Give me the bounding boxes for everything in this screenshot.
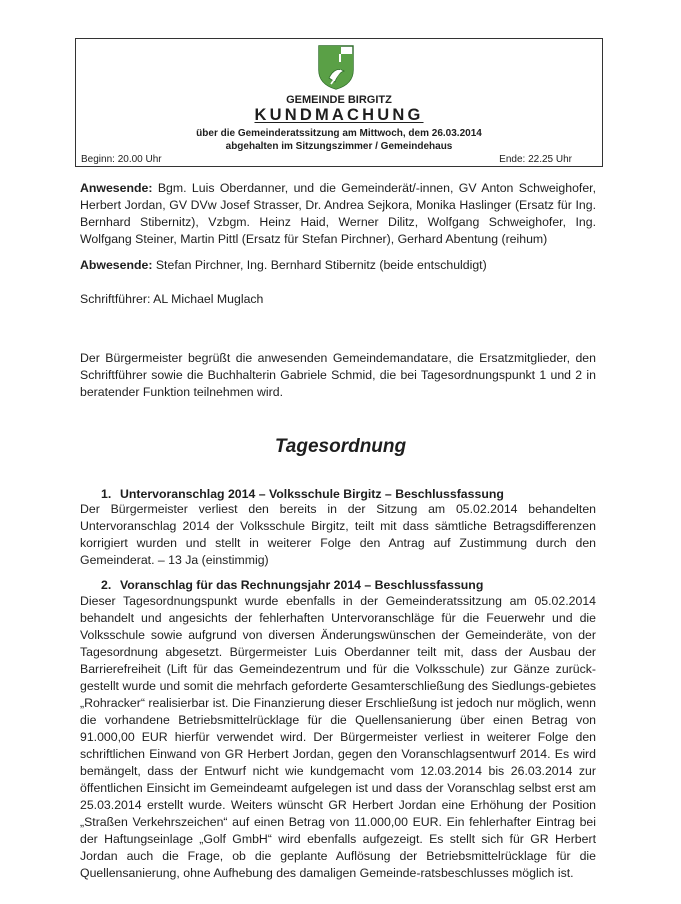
- secretary-line: Schriftführer: AL Michael Muglach: [80, 292, 264, 306]
- document-title: KUNDMACHUNG: [254, 106, 424, 124]
- agenda-item-2-text: Dieser Tagesordnungspunkt wurde ebenfalls in der Gemeinderatssitzung am 05.02.2014 behandelt und angesichts der fehlerhaften Untervoranschläge für die Feuerwehr und die Volksschule sowie aufgrund von diversen Änderungswünschen der Gemeinderäte, von der Tagesordnung abgesetzt. Bürgermeister Luis Oberdanner teilt mit, dass der Ausbau der Barrierefreiheit (Lift für das Gemeindezentrum und für die Volksschule) zur Gänze zurück-gestellt wurde und somit die mehrfach geforderte Gesamterschließung des Siedlungs-gebietes „Rohracker“ realisierbar ist. Die Finanzierung dieser Erschließung ist jedoch nur möglich, wenn die vorhandene Betriebsmittelrücklage für die Quellensanierung über einen Betrag von 91.000,00 EUR hierfür verwendet wird. Der Bürgermeister verliest in weiterer Folge den schriftlichen Einwand von GR Herbert Jordan, gegen den Voranschlagsentwurf 2014. Es wird bemängelt, dass der Entwurf nicht wie kundgemacht vom 12.03.2014 bis 26.03.2014 zur öffentlichen Einsicht im Gemeindeamt aufgelegen ist und dass der Voranschlag selbst erst am 25.03.2014 erstellt wurde. Weiters wünscht GR Herbert Jordan eine Erhöhung der Position „Straßen Verkehrszeichen“ auf einen Betrag von 11.000,00 EUR. Ein fehlerhafter Eintrag bei der Haftungseinlage „Golf GmbH“ wird ebenfalls aufgezeigt. Es stellt sich für GR Herbert Jordan auch die Frage, ob die geplante Auflösung der Betriebsmittelrücklage für die Quellensanierung, ohne Aufhebung des damaligen Gemeinde-ratsbeschlusses möglich ist.: [80, 594, 596, 880]
- absentees-paragraph: [80, 257, 596, 274]
- intro-paragraph: Der Bürgermeister begrüßt die anwesenden Gemeindemandatare, die Ersatzmitglieder, den Schriftführer sowie die Buchhalterin Gabriele Schmid, die bei Tagesordnungspunkt 1 und 2 in beratender Funktion teilnehmen wird.: [80, 351, 596, 399]
- agenda-item-1-heading: 1. Untervoranschlag 2014 – Volksschule Birgitz – Beschlussfassung: [101, 487, 504, 501]
- attendees-label: Anwesende:: [80, 181, 153, 195]
- header-box: [75, 38, 603, 167]
- start-time: Beginn: 20.00 Uhr: [81, 154, 162, 165]
- agenda-title: Tagesordnung: [274, 436, 407, 457]
- absentees-list: Stefan Pirchner, Ing. Bernhard Stibernitz (beide entschuldigt): [155, 258, 487, 272]
- attendees-paragraph: [80, 180, 596, 248]
- coat-of-arms-icon: [317, 44, 355, 90]
- end-time: Ende: 22.25 Uhr: [499, 154, 572, 165]
- agenda-item-2-heading: 2. Voranschlag für das Rechnungsjahr 2014 – Beschlussfassung: [101, 578, 484, 592]
- municipality-name: GEMEINDE BIRGITZ: [286, 94, 392, 106]
- agenda-item-1-text: Der Bürgermeister verliest den bereits in der Sitzung am 05.02.2014 behandelten Untervoranschlag 2014 der Volksschule Birgitz, teilt mit dass sämtliche Betragsdifferenzen korrigiert wurden und stellt in weiterer Folge den Antrag auf Zustimmung durch den Gemeinderat. – 13 Ja (einstimmig): [80, 502, 596, 567]
- subtitle-venue: abgehalten im Sitzungszimmer / Gemeindehaus: [225, 141, 453, 152]
- absentees-label: Abwesende:: [80, 258, 153, 272]
- subtitle-session-date: über die Gemeinderatssitzung am Mittwoch, dem 26.03.2014: [196, 128, 482, 139]
- attendees-list: Bgm. Luis Oberdanner, und die Gemeinderät/-innen, GV Anton Schweighofer, Herbert Jordan, GV DVw Josef Strasser, Dr. Andrea Sejkora, Monika Haslinger (Ersatz für Ing. Bernhard Stibernitz), Vzbgm. Heinz Haid, Werner Dilitz, Wolfgang Schweighofer, Ing. Wolfgang Steiner, Martin Pittl (Ersatz für Stefan Pirchner), Gerhard Abentung (reihum): [80, 181, 597, 246]
